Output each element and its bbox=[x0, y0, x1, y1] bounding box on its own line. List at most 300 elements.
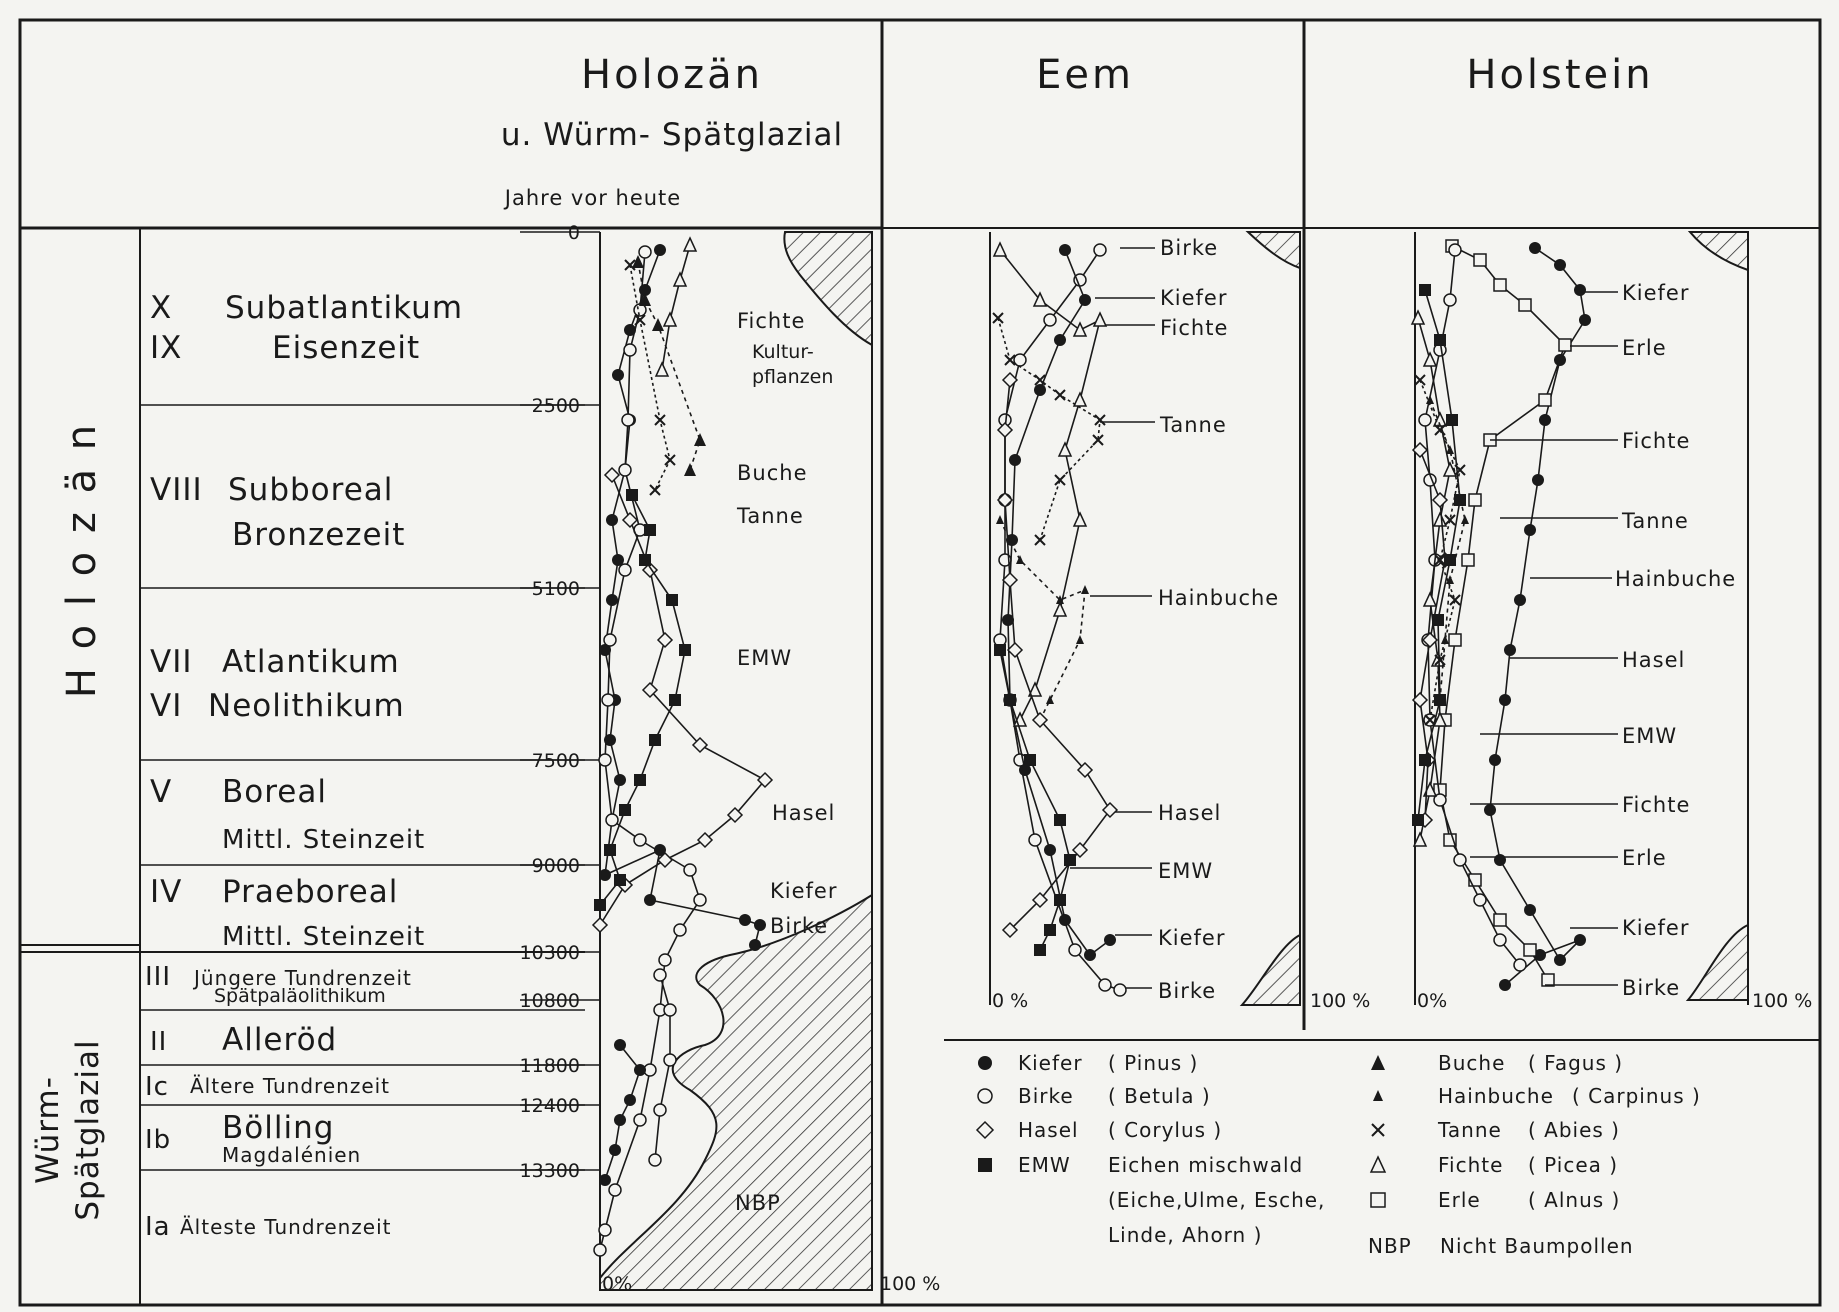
legend-nbp-text: Nicht Baumpollen bbox=[1440, 1234, 1634, 1258]
data-point bbox=[656, 363, 668, 376]
data-point bbox=[1044, 844, 1056, 856]
data-point bbox=[1444, 294, 1456, 306]
data-point bbox=[1008, 643, 1022, 657]
data-point bbox=[1424, 593, 1436, 606]
data-point bbox=[1054, 603, 1066, 616]
holstein-scale-max: 100 % bbox=[1752, 990, 1813, 1012]
legend-name: Hasel bbox=[1018, 1118, 1079, 1142]
holstein-nbp-top bbox=[1690, 232, 1748, 270]
legend-name: Buche bbox=[1438, 1051, 1506, 1075]
data-point bbox=[1044, 924, 1056, 936]
data-point bbox=[1009, 454, 1021, 466]
data-point bbox=[978, 1089, 992, 1103]
data-point bbox=[606, 814, 618, 826]
data-point bbox=[1055, 390, 1065, 400]
curve-label: Erle bbox=[1622, 336, 1667, 360]
data-point bbox=[664, 1054, 676, 1066]
data-point bbox=[1554, 954, 1566, 966]
curve-label: Birke bbox=[1622, 976, 1681, 1000]
data-point bbox=[998, 493, 1012, 507]
data-point bbox=[602, 694, 614, 706]
curve-label: Birke bbox=[770, 914, 829, 938]
legend-nbp-code: NBP bbox=[1368, 1234, 1412, 1258]
data-point bbox=[1104, 934, 1116, 946]
data-point bbox=[634, 774, 646, 786]
legend-latin: ( Carpinus ) bbox=[1572, 1084, 1701, 1108]
data-point bbox=[1462, 554, 1474, 566]
holstein-title: Holstein bbox=[1466, 52, 1654, 98]
curve-label: NBP bbox=[735, 1191, 781, 1215]
data-point bbox=[1059, 443, 1071, 456]
data-point bbox=[604, 844, 616, 856]
data-point bbox=[626, 489, 638, 501]
curve-label: Fichte bbox=[1622, 793, 1691, 817]
data-point bbox=[1003, 573, 1017, 587]
curve-line bbox=[1490, 248, 1585, 985]
curve-label: EMW bbox=[737, 646, 793, 670]
holozaen-vertical-label: H o l o z ä n bbox=[59, 421, 105, 699]
data-point bbox=[754, 919, 766, 931]
data-point bbox=[1094, 313, 1106, 326]
data-point bbox=[998, 423, 1012, 437]
curve-label: EMW bbox=[1158, 859, 1214, 883]
data-point bbox=[1424, 353, 1436, 366]
eem-title: Eem bbox=[1036, 52, 1134, 98]
curve-line bbox=[605, 1045, 640, 1180]
data-point bbox=[1029, 834, 1041, 846]
period-name: Subboreal bbox=[228, 472, 394, 508]
data-point bbox=[1524, 524, 1536, 536]
data-point bbox=[619, 464, 631, 476]
curve-buche bbox=[632, 255, 706, 476]
curve-label: Fichte bbox=[737, 309, 806, 333]
data-point bbox=[599, 754, 611, 766]
curve-emw-late bbox=[599, 1039, 646, 1186]
data-point bbox=[1539, 414, 1551, 426]
age-tick-label: 13300 bbox=[519, 1160, 580, 1182]
data-point bbox=[1054, 894, 1066, 906]
legend-name: Kiefer bbox=[1018, 1051, 1083, 1075]
legend-item bbox=[1371, 1051, 1623, 1075]
curve-line bbox=[630, 265, 670, 490]
period-num: III bbox=[145, 962, 172, 992]
data-point bbox=[1514, 959, 1526, 971]
data-point bbox=[1024, 754, 1036, 766]
data-point bbox=[1074, 323, 1086, 336]
data-point bbox=[1059, 244, 1071, 256]
data-point bbox=[1419, 284, 1431, 296]
legend-latin: ( Pinus ) bbox=[1108, 1051, 1199, 1075]
curve-label: Kiefer bbox=[1160, 286, 1228, 310]
period-num: VIII bbox=[150, 472, 203, 508]
data-point bbox=[1434, 513, 1446, 526]
curve-label: Hasel bbox=[1622, 648, 1686, 672]
data-point bbox=[1449, 244, 1461, 256]
data-point bbox=[1371, 1055, 1385, 1070]
curve-label: pflanzen bbox=[752, 366, 834, 388]
legend-latin: ( Betula ) bbox=[1108, 1084, 1211, 1108]
age-tick-label: 9000 bbox=[531, 855, 580, 877]
data-point bbox=[1081, 585, 1089, 594]
data-point bbox=[652, 318, 664, 331]
data-point bbox=[623, 513, 637, 527]
period-name: Magdalénien bbox=[222, 1143, 362, 1167]
data-point bbox=[1034, 384, 1046, 396]
data-point bbox=[1034, 944, 1046, 956]
legend bbox=[977, 1051, 1701, 1212]
period-num: Ib bbox=[145, 1125, 172, 1155]
data-point bbox=[1474, 894, 1486, 906]
data-point bbox=[654, 244, 666, 256]
data-point bbox=[1532, 474, 1544, 486]
data-point bbox=[1446, 445, 1454, 454]
data-point bbox=[634, 834, 646, 846]
data-point bbox=[1412, 814, 1424, 826]
data-point bbox=[1499, 694, 1511, 706]
data-point bbox=[619, 564, 631, 576]
data-point bbox=[639, 554, 651, 566]
legend-latin: Eichen mischwald bbox=[1108, 1153, 1304, 1177]
legend-latin: ( Alnus ) bbox=[1528, 1188, 1621, 1212]
data-point bbox=[1454, 854, 1466, 866]
legend-item bbox=[977, 1118, 1222, 1142]
legend-latin: ( Fagus ) bbox=[1528, 1051, 1624, 1075]
data-point bbox=[599, 1174, 611, 1186]
age-tick-label: 11800 bbox=[519, 1055, 580, 1077]
legend-item bbox=[1373, 1084, 1701, 1108]
data-point bbox=[1449, 634, 1461, 646]
curve-label: Fichte bbox=[1160, 316, 1229, 340]
data-point bbox=[654, 1104, 666, 1116]
data-point bbox=[1524, 944, 1536, 956]
curve-label: Kiefer bbox=[1622, 281, 1690, 305]
data-point bbox=[593, 918, 607, 932]
data-point bbox=[1084, 949, 1096, 961]
data-point bbox=[606, 594, 618, 606]
period-name: Subatlantikum bbox=[225, 290, 464, 326]
curve-label: Hainbuche bbox=[1158, 586, 1280, 610]
data-point bbox=[684, 463, 696, 476]
holozaen-title: Holozän bbox=[581, 52, 763, 98]
data-point bbox=[1524, 904, 1536, 916]
wurm-label-line1: Würm- bbox=[30, 1076, 66, 1184]
eem-nbp-top bbox=[1248, 232, 1300, 268]
period-num: VII bbox=[150, 644, 193, 680]
legend-emw-line2: (Eiche,Ulme, Esche, bbox=[1108, 1188, 1326, 1212]
data-point bbox=[1412, 311, 1424, 324]
data-point bbox=[659, 954, 671, 966]
data-point bbox=[978, 1056, 992, 1070]
data-point bbox=[594, 899, 606, 911]
data-point bbox=[1046, 695, 1054, 704]
data-point bbox=[1059, 914, 1071, 926]
data-point bbox=[1114, 984, 1126, 996]
data-point bbox=[1519, 299, 1531, 311]
legend-item bbox=[1371, 1188, 1620, 1212]
curve-line bbox=[662, 245, 690, 370]
data-point bbox=[1489, 754, 1501, 766]
data-point bbox=[674, 924, 686, 936]
data-point bbox=[614, 1039, 626, 1051]
data-point bbox=[1504, 644, 1516, 656]
period-name: Neolithikum bbox=[208, 688, 405, 724]
period-name: Praeboreal bbox=[222, 874, 399, 910]
data-point bbox=[644, 894, 656, 906]
data-point bbox=[1419, 754, 1431, 766]
data-point bbox=[1079, 294, 1091, 306]
data-point bbox=[1035, 535, 1045, 545]
curve-label: Hasel bbox=[772, 801, 836, 825]
curve-label: Fichte bbox=[1622, 429, 1691, 453]
period-num: X bbox=[150, 290, 173, 326]
age-tick-label: 10800 bbox=[519, 990, 580, 1012]
legend-name: Tanne bbox=[1438, 1118, 1502, 1142]
data-point bbox=[684, 238, 696, 251]
curve-line bbox=[600, 252, 700, 1250]
legend-item bbox=[1372, 1118, 1620, 1142]
period-num: Ic bbox=[145, 1072, 169, 1102]
eem-nbp-bottom bbox=[1242, 935, 1300, 1005]
period-name: Älteste Tundrenzeit bbox=[180, 1215, 392, 1239]
data-point bbox=[1450, 595, 1460, 605]
data-point bbox=[1494, 914, 1506, 926]
data-point bbox=[619, 804, 631, 816]
data-point bbox=[1432, 653, 1444, 666]
data-point bbox=[694, 433, 706, 446]
data-point bbox=[996, 515, 1004, 524]
data-point bbox=[599, 869, 611, 881]
data-point bbox=[1434, 334, 1446, 346]
data-point bbox=[1069, 944, 1081, 956]
data-point bbox=[1372, 1124, 1384, 1136]
curve-label: Kiefer bbox=[1158, 926, 1226, 950]
period-name: Bölling bbox=[222, 1110, 335, 1146]
legend-latin: ( Corylus ) bbox=[1108, 1118, 1223, 1142]
period-name: Alleröd bbox=[222, 1022, 338, 1058]
data-point bbox=[1003, 373, 1017, 387]
curve-label: Hainbuche bbox=[1615, 567, 1737, 591]
data-point bbox=[1095, 415, 1105, 425]
legend-name: Birke bbox=[1018, 1084, 1074, 1108]
data-point bbox=[1469, 494, 1481, 506]
curve-holstein-kiefer bbox=[1484, 242, 1591, 991]
nbp-area-bottom bbox=[600, 895, 872, 1290]
legend-item bbox=[978, 1084, 1211, 1108]
period-name: Jüngere Tundrenzeit bbox=[194, 966, 412, 990]
data-point bbox=[655, 415, 665, 425]
data-point bbox=[1574, 284, 1586, 296]
curve-tanne bbox=[625, 260, 675, 495]
period-name: Bronzezeit bbox=[232, 517, 406, 553]
data-point bbox=[994, 243, 1006, 256]
legend-name: Fichte bbox=[1438, 1153, 1504, 1177]
data-point bbox=[612, 369, 624, 381]
period-name: Atlantikum bbox=[222, 644, 400, 680]
data-point bbox=[654, 969, 666, 981]
data-point bbox=[606, 514, 618, 526]
data-point bbox=[624, 344, 636, 356]
age-axis bbox=[520, 222, 600, 1182]
period-labels bbox=[145, 290, 463, 1242]
data-point bbox=[679, 644, 691, 656]
data-point bbox=[614, 874, 626, 886]
curve-label: Kiefer bbox=[1622, 916, 1690, 940]
holozaen-subtitle: u. Würm- Spätglazial bbox=[500, 117, 844, 153]
age-tick-label: 5100 bbox=[531, 578, 580, 600]
data-point bbox=[614, 774, 626, 786]
curve-holstein-birke bbox=[1419, 244, 1526, 971]
curve-birke bbox=[594, 246, 706, 1256]
data-point bbox=[609, 1144, 621, 1156]
period-num: V bbox=[150, 774, 173, 810]
data-point bbox=[639, 246, 651, 258]
holstein-nbp-bottom bbox=[1688, 925, 1748, 1000]
curve-label: Buche bbox=[737, 461, 808, 485]
wurm-label-line2: Spätglazial bbox=[70, 1039, 106, 1221]
period-num: Ia bbox=[145, 1212, 171, 1242]
data-point bbox=[1494, 934, 1506, 946]
data-point bbox=[684, 864, 696, 876]
data-point bbox=[1514, 594, 1526, 606]
holstein-scale-min: 0% bbox=[1417, 990, 1448, 1012]
data-point bbox=[1094, 244, 1106, 256]
data-point bbox=[993, 313, 1003, 323]
period-name: Spätpaläolithikum bbox=[214, 985, 386, 1007]
age-tick-label: 2500 bbox=[531, 395, 580, 417]
eem-scale-max: 100 % bbox=[1310, 990, 1371, 1012]
data-point bbox=[1373, 1090, 1383, 1101]
legend-name: Erle bbox=[1438, 1188, 1481, 1212]
data-point bbox=[1016, 555, 1024, 564]
period-num: VI bbox=[150, 688, 183, 724]
data-point bbox=[622, 414, 634, 426]
data-point bbox=[634, 1064, 646, 1076]
curve-label: Tanne bbox=[1160, 413, 1227, 437]
data-point bbox=[658, 633, 672, 647]
data-point bbox=[739, 914, 751, 926]
data-point bbox=[1559, 339, 1571, 351]
data-point bbox=[614, 1114, 626, 1126]
data-point bbox=[665, 455, 675, 465]
data-point bbox=[1529, 242, 1541, 254]
data-point bbox=[1474, 254, 1486, 266]
period-name: Ältere Tundrenzeit bbox=[190, 1074, 391, 1098]
eem-scale-min: 0 % bbox=[992, 990, 1029, 1012]
legend-latin: ( Picea ) bbox=[1528, 1153, 1619, 1177]
age-axis-title: Jahre vor heute bbox=[504, 186, 682, 210]
curve-line bbox=[655, 975, 670, 1160]
data-point bbox=[1499, 979, 1511, 991]
data-point bbox=[669, 694, 681, 706]
curve-label: Tanne bbox=[737, 504, 804, 528]
data-point bbox=[649, 734, 661, 746]
legend-emw-line3: Linde, Ahorn ) bbox=[1108, 1223, 1263, 1247]
data-point bbox=[1441, 635, 1449, 644]
curve-label: EMW bbox=[1622, 724, 1678, 748]
period-num: IV bbox=[150, 874, 183, 910]
period-name: Eisenzeit bbox=[272, 330, 421, 366]
curve-line bbox=[1005, 380, 1110, 930]
data-point bbox=[624, 1094, 636, 1106]
data-point bbox=[977, 1122, 993, 1138]
period-name: Mittl. Steinzeit bbox=[222, 922, 426, 952]
curve-label: Birke bbox=[1160, 236, 1219, 260]
data-point bbox=[1432, 614, 1444, 626]
curve-label: Tanne bbox=[1622, 509, 1689, 533]
curve-line bbox=[1440, 246, 1565, 980]
data-point bbox=[664, 313, 676, 326]
legend-name: EMW bbox=[1018, 1153, 1071, 1177]
data-point bbox=[1004, 694, 1016, 706]
data-point bbox=[749, 939, 761, 951]
legend-latin: ( Abies ) bbox=[1528, 1118, 1620, 1142]
data-point bbox=[1076, 635, 1084, 644]
data-point bbox=[605, 468, 619, 482]
data-point bbox=[1579, 314, 1591, 326]
curve-fichte bbox=[656, 238, 696, 376]
data-point bbox=[1484, 804, 1496, 816]
data-point bbox=[674, 273, 686, 286]
legend-item bbox=[1371, 1153, 1618, 1177]
data-point bbox=[1044, 314, 1056, 326]
data-point bbox=[664, 1004, 676, 1016]
data-point bbox=[1054, 814, 1066, 826]
data-point bbox=[1099, 979, 1111, 991]
legend-item bbox=[978, 1153, 1303, 1177]
legend-item bbox=[978, 1051, 1198, 1075]
age-tick-label: 12400 bbox=[519, 1095, 580, 1117]
data-point bbox=[1055, 475, 1065, 485]
data-point bbox=[604, 634, 616, 646]
period-num: IX bbox=[150, 330, 183, 366]
data-point bbox=[1074, 513, 1086, 526]
age-tick-label: 7500 bbox=[531, 750, 580, 772]
data-point bbox=[1574, 934, 1586, 946]
data-point bbox=[1461, 515, 1469, 524]
data-point bbox=[1415, 375, 1425, 385]
holozaen-scale-max: 100 % bbox=[880, 1273, 941, 1295]
legend-name: Hainbuche bbox=[1438, 1084, 1554, 1108]
data-point bbox=[649, 1154, 661, 1166]
data-point bbox=[594, 1244, 606, 1256]
period-name: Boreal bbox=[222, 774, 327, 810]
data-point bbox=[1446, 414, 1458, 426]
curve-label: Kiefer bbox=[770, 879, 838, 903]
data-point bbox=[1371, 1193, 1385, 1207]
curve-holstein-erle bbox=[1434, 240, 1571, 986]
data-point bbox=[1064, 854, 1076, 866]
data-point bbox=[644, 524, 656, 536]
data-point bbox=[599, 1224, 611, 1236]
curve-holstein-hainbuche bbox=[1426, 395, 1469, 704]
data-point bbox=[1542, 974, 1554, 986]
data-point bbox=[694, 894, 706, 906]
age-tick-label: 10300 bbox=[519, 942, 580, 964]
data-point bbox=[609, 1184, 621, 1196]
curve-label: Kultur- bbox=[752, 341, 814, 363]
period-num: II bbox=[150, 1027, 168, 1057]
curve-line bbox=[600, 475, 765, 925]
data-point bbox=[1371, 1157, 1385, 1172]
data-point bbox=[1103, 803, 1117, 817]
data-point bbox=[634, 1114, 646, 1126]
data-point bbox=[1494, 854, 1506, 866]
data-point bbox=[1554, 259, 1566, 271]
data-point bbox=[978, 1158, 992, 1172]
curve-label: Erle bbox=[1622, 846, 1667, 870]
data-point bbox=[1419, 414, 1431, 426]
age-tick-label: 0 bbox=[567, 222, 580, 244]
